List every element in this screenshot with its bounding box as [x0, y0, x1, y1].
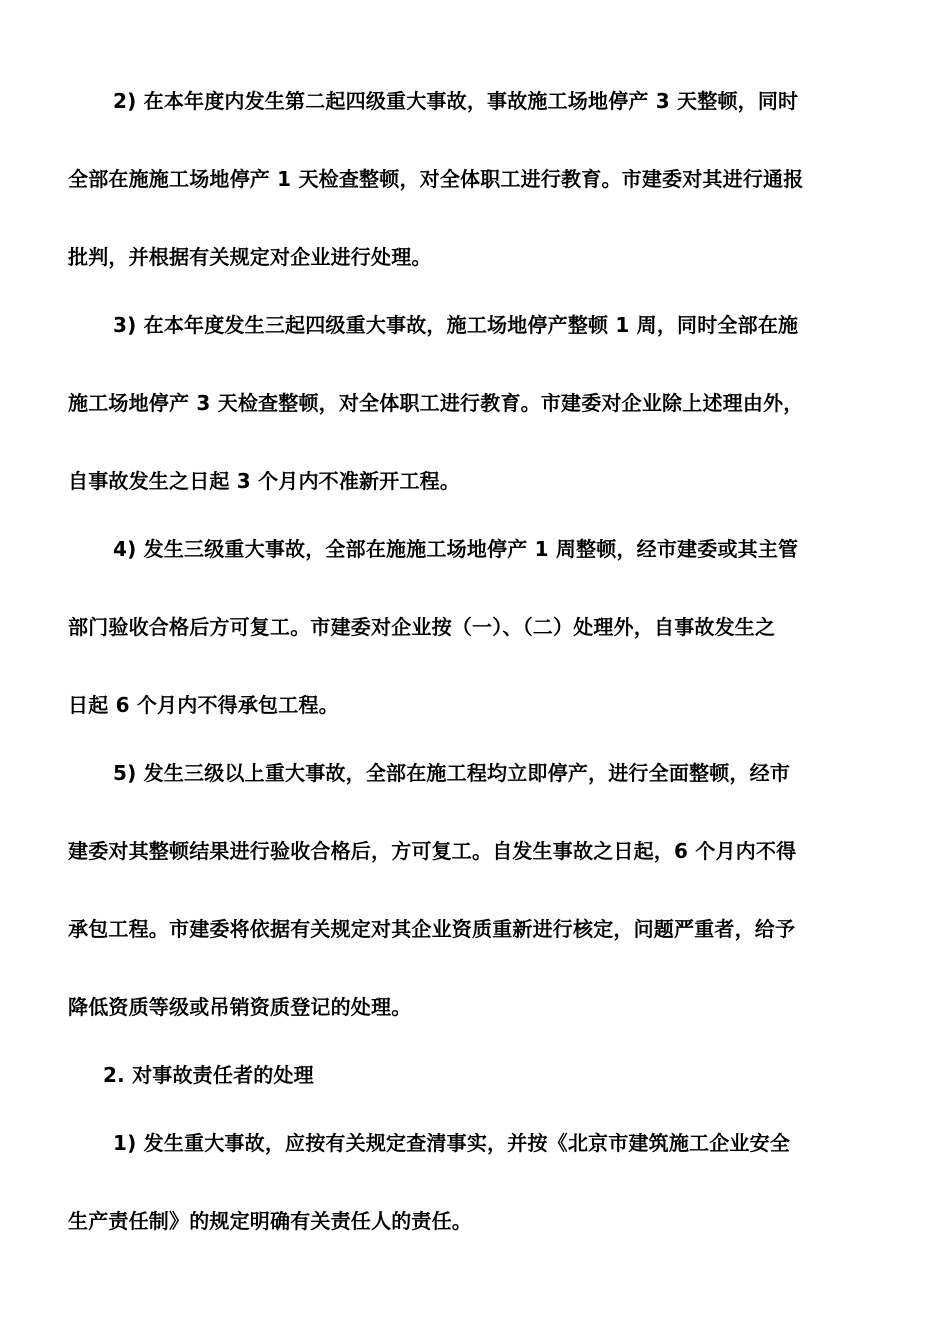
paragraph-3-line-2: 施工场地停产 3 天检查整顿，对全体职工进行教育。市建委对企业除上述理由外， — [68, 391, 804, 415]
section-heading: 2. 对事故责任者的处理 — [103, 1063, 314, 1087]
paragraph-6-line-1: 1) 发生重大事故，应按有关规定查清事实，并按《北京市建筑施工企业安全 — [113, 1131, 791, 1155]
paragraph-3-line-1: 3) 在本年度发生三起四级重大事故，施工场地停产整顿 1 周，同时全部在施 — [113, 313, 799, 337]
paragraph-2-line-3: 批判，并根据有关规定对企业进行处理。 — [68, 245, 432, 269]
paragraph-3-line-3: 自事故发生之日起 3 个月内不准新开工程。 — [68, 469, 461, 493]
paragraph-4-line-1: 4) 发生三级重大事故，全部在施施工场地停产 1 周整顿，经市建委或其主管 — [113, 537, 799, 561]
paragraph-4-line-2: 部门验收合格后方可复工。市建委对企业按（一）、（二）处理外，自事故发生之 — [68, 615, 776, 639]
paragraph-4-line-3: 日起 6 个月内不得承包工程。 — [68, 693, 339, 717]
paragraph-5-line-2: 建委对其整顿结果进行验收合格后，方可复工。自发生事故之日起，6 个月内不得 — [68, 839, 797, 863]
paragraph-2-line-2: 全部在施施工场地停产 1 天检查整顿，对全体职工进行教育。市建委对其进行通报 — [68, 167, 804, 191]
paragraph-5-line-1: 5) 发生三级以上重大事故，全部在施工程均立即停产，进行全面整顿，经市 — [113, 761, 791, 785]
paragraph-6-line-2: 生产责任制》的规定明确有关责任人的责任。 — [68, 1209, 472, 1233]
paragraph-2-line-1: 2) 在本年度内发生第二起四级重大事故，事故施工场地停产 3 天整顿，同时 — [113, 89, 799, 113]
paragraph-5-line-3: 承包工程。市建委将依据有关规定对其企业资质重新进行核定，问题严重者，给予 — [68, 917, 796, 941]
paragraph-5-line-4: 降低资质等级或吊销资质登记的处理。 — [68, 995, 412, 1019]
